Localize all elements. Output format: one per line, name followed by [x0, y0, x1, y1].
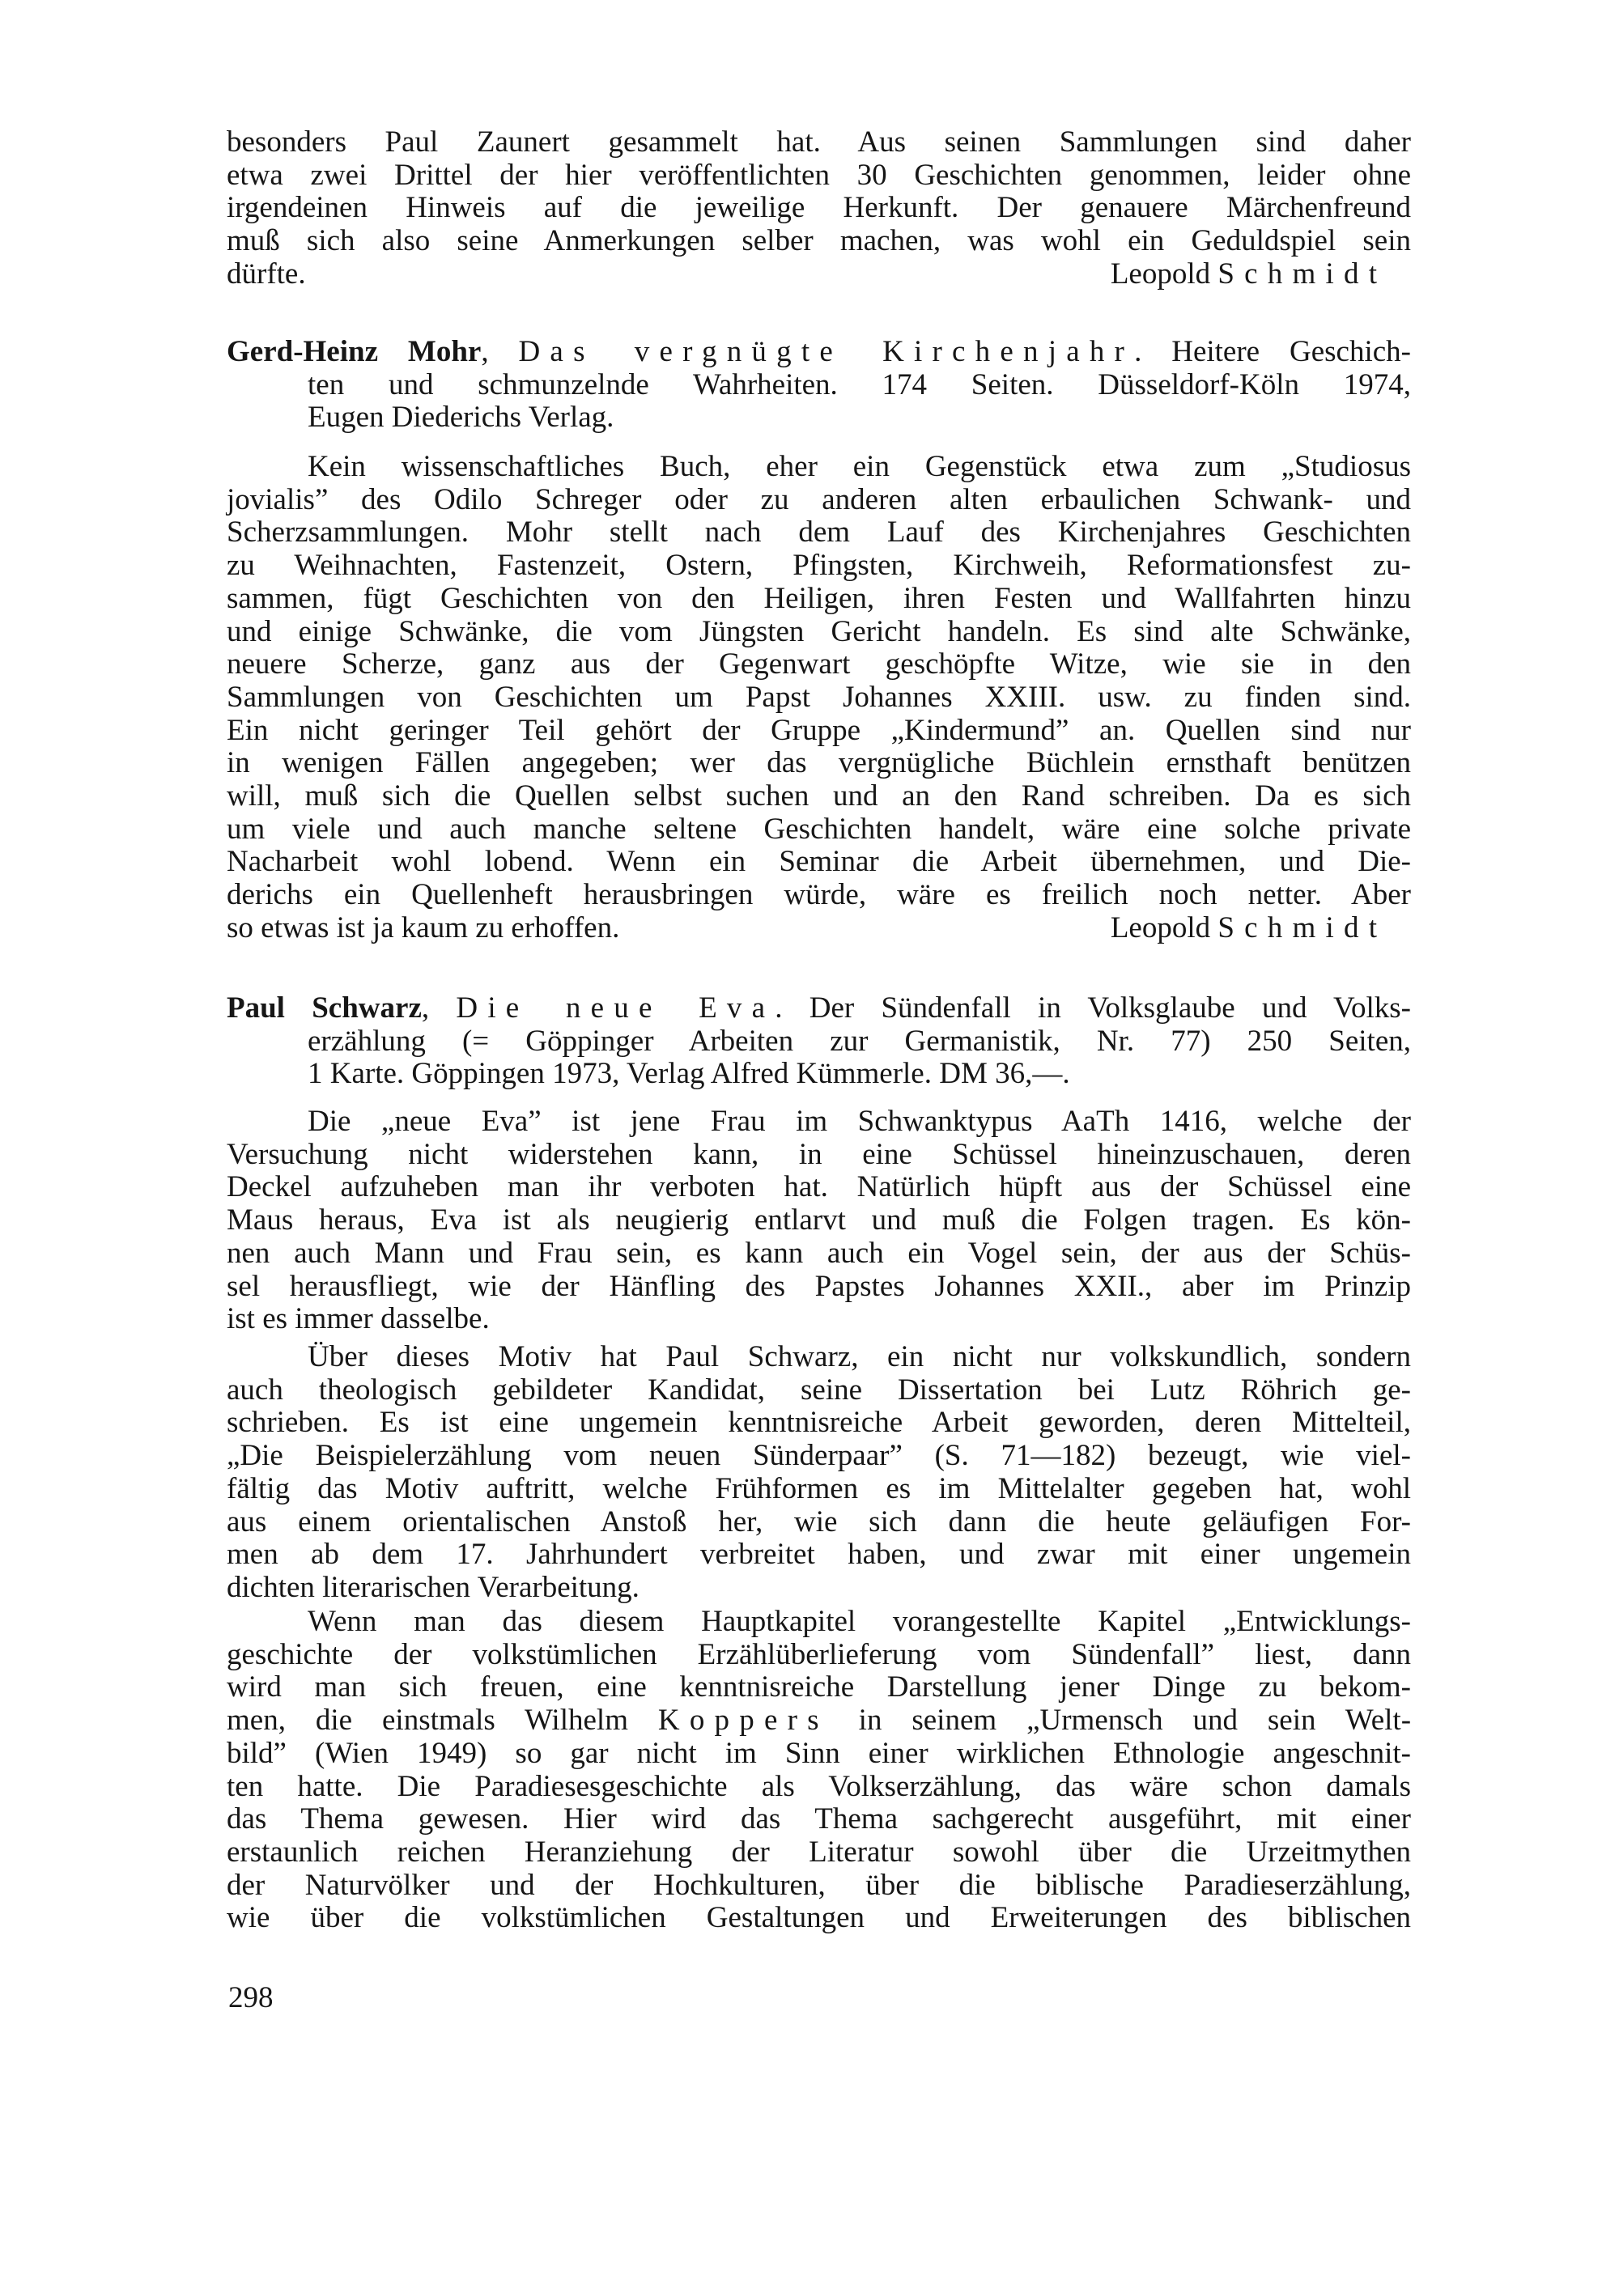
text-line: Versuchung nicht widerstehen kann, in eine Schüssel hineinzuschauen, deren — [227, 1137, 1411, 1171]
text-line: neuere Scherze, ganz aus der Gegenwart geschöpfte Witze, wie sie in den — [227, 647, 1411, 681]
text-segment: . Heitere Geschich- — [1134, 335, 1411, 368]
text-line: und einige Schwänke, die vom Jüngsten Gericht handeln. Es sind alte Schwänke, — [227, 614, 1411, 648]
text-line — [227, 257, 1411, 291]
reviewer-first-name: Leopold — [1110, 910, 1211, 944]
text-line: „Die Beispielerzählung vom neuen Sünderpaar” (S. 71—182) bezeugt, wie viel- — [227, 1439, 1411, 1473]
text-line: Ein nicht geringer Teil gehört der Gruppe „Kindermund” an. Quellen sind nur — [227, 713, 1411, 747]
text-line: besonders Paul Zaunert gesammelt hat. Aus seinen Sammlungen sind daher — [227, 125, 1411, 159]
text-line: zu Weihnachten, Fastenzeit, Ostern, Pfingsten, Kirchweih, Reformationsfest zu- — [227, 549, 1411, 583]
author-name: Gerd-Heinz Mohr — [227, 335, 482, 368]
text-line — [227, 1302, 1411, 1335]
text-line: Wenn man das diesem Hauptkapitel vorangestellte Kapitel „Entwicklungs- — [308, 1605, 1411, 1638]
text-line: Sammlungen von Geschichten um Papst Johannes XXIII. usw. zu finden sind. — [227, 680, 1411, 714]
text-line — [227, 1571, 1411, 1604]
text-line: der Naturvölker und der Hochkulturen, über die biblische Paradieserzählung, — [227, 1868, 1411, 1902]
text-line: um viele und auch manche seltene Geschichten handelt, wäre eine solche private — [227, 812, 1411, 846]
text-line: ten hatte. Die Paradiesesgeschichte als Volkserzählung, das wäre schon damals — [227, 1769, 1411, 1803]
text-line — [227, 1704, 1411, 1737]
text-line: geschichte der volkstümlichen Erzählüberlieferung vom Sündenfall” liest, dann — [227, 1637, 1411, 1671]
reviewer-first-name: Leopold — [1110, 257, 1211, 291]
text-line: irgendeinen Hinweis auf die jeweilige Herkunft. Der genauere Märchenfreund — [227, 191, 1411, 225]
text-segment: in seinem „Urmensch und sein Welt- — [828, 1704, 1412, 1738]
page-number: 298 — [228, 1981, 274, 2014]
text-line: ten und schmunzelnde Wahrheiten. 174 Seiten. Düsseldorf-Köln 1974, — [308, 367, 1411, 401]
text-segment: so etwas ist ja kaum zu erhoffen. — [227, 910, 620, 944]
text-line: wird man sich freuen, eine kenntnisreiche Darstellung jener Dinge zu bekom- — [227, 1670, 1411, 1704]
text-line: etwa zwei Drittel der hier veröffentlichten 30 Geschichten genommen, leider ohne — [227, 158, 1411, 192]
text-line: das Thema gewesen. Hier wird das Thema sachgerecht ausgeführt, mit einer — [227, 1802, 1411, 1836]
text-line: auch theologisch gebildeter Kandidat, seine Dissertation bei Lutz Röhrich ge- — [227, 1373, 1411, 1407]
text-line: men ab dem 17. Jahrhundert verbreitet haben, und zwar mit einer ungemein — [227, 1538, 1411, 1572]
text-line: wie über die volkstümlichen Gestaltungen und Erweiterungen des biblischen — [227, 1901, 1411, 1935]
text-line: Nacharbeit wohl lobend. Wenn ein Seminar die Arbeit übernehmen, und Die- — [227, 845, 1411, 879]
text-segment: , — [421, 991, 457, 1025]
text-line: sel herausfliegt, wie der Hänfling des Papstes Johannes XXII., aber im Prinzip — [227, 1269, 1411, 1303]
text-line: Kein wissenschaftliches Buch, eher ein Gegenstück etwa zum „Studiosus — [308, 450, 1411, 483]
book-title: Koppers — [657, 1704, 829, 1738]
text-segment: Eugen Diederichs Verlag. — [308, 401, 614, 435]
text-line: aus einem orientalischen Anstoß her, wie sich dann die heute geläufigen For- — [227, 1504, 1411, 1538]
text-segment: 1 Karte. Göppingen 1973, Verlag Alfred Kümmerle. DM 36,—. — [308, 1057, 1070, 1091]
text-line: erstaunlich reichen Heranziehung der Literatur sowohl über die Urzeitmythen — [227, 1835, 1411, 1869]
reviewer-signature — [1110, 910, 1387, 944]
text-line: erzählung (= Göppinger Arbeiten zur Germanistik, Nr. 77) 250 Seiten, — [308, 1024, 1411, 1058]
text-line: Maus heraus, Eva ist als neugierig entlarvt und muß die Folgen tragen. Es kön- — [227, 1203, 1411, 1237]
text-segment: dürfte. — [227, 257, 306, 291]
text-line: nen auch Mann und Frau sein, es kann auch ein Vogel sein, der aus der Schüs- — [227, 1236, 1411, 1270]
text-line — [308, 1057, 1411, 1090]
text-line — [227, 991, 1411, 1025]
reviewer-last-name: Schmidt — [1217, 257, 1387, 291]
text-segment: men, die einstmals Wilhelm — [227, 1704, 658, 1738]
text-line: in wenigen Fällen angegeben; wer das vergnügliche Büchlein ernsthaft benützen — [227, 746, 1411, 780]
text-segment: , — [481, 335, 519, 368]
text-line: Über dieses Motiv hat Paul Schwarz, ein nicht nur volkskundlich, sondern — [308, 1340, 1411, 1373]
text-line — [308, 401, 1411, 434]
book-title: Die neue Eva — [456, 991, 776, 1025]
text-line: bild” (Wien 1949) so gar nicht im Sinn einer wirklichen Ethnologie angeschnit- — [227, 1736, 1411, 1770]
text-line: sammen, fügt Geschichten von den Heiligen, ihren Festen und Wallfahrten hinzu — [227, 581, 1411, 615]
author-name: Paul Schwarz — [227, 991, 422, 1025]
text-line: derichs ein Quellenheft herausbringen würde, wäre es freilich noch netter. Aber — [227, 878, 1411, 912]
text-segment: . Der Sündenfall in Volksglaube und Volks- — [775, 991, 1411, 1025]
book-title: Das vergnügte Kirchenjahr — [518, 335, 1135, 368]
text-line — [227, 911, 1411, 944]
text-line: muß sich also seine Anmerkungen selber machen, was wohl ein Geduldspiel sein — [227, 224, 1411, 258]
text-line: schrieben. Es ist eine ungemein kenntnisreiche Arbeit geworden, deren Mittelteil, — [227, 1406, 1411, 1440]
reviewer-last-name: Schmidt — [1217, 910, 1387, 944]
text-line: will, muß sich die Quellen selbst suchen und an den Rand schreiben. Da es sich — [227, 779, 1411, 813]
text-line: fältig das Motiv auftritt, welche Frühformen es im Mittelalter gegeben hat, wohl — [227, 1471, 1411, 1505]
text-line: Scherzsammlungen. Mohr stellt nach dem Lauf des Kirchenjahres Geschichten — [227, 516, 1411, 550]
text-line: jovialis” des Odilo Schreger oder zu anderen alten erbaulichen Schwank- und — [227, 482, 1411, 516]
reviewer-signature — [1110, 257, 1387, 291]
text-line — [227, 335, 1411, 368]
text-line: Die „neue Eva” ist jene Frau im Schwanktypus AaTh 1416, welche der — [308, 1105, 1411, 1138]
text-segment: ist es immer dasselbe. — [227, 1302, 490, 1336]
text-line: Deckel aufzuheben man ihr verboten hat. Natürlich hüpft aus der Schüssel eine — [227, 1170, 1411, 1204]
text-segment: dichten literarischen Verarbeitung. — [227, 1570, 640, 1604]
